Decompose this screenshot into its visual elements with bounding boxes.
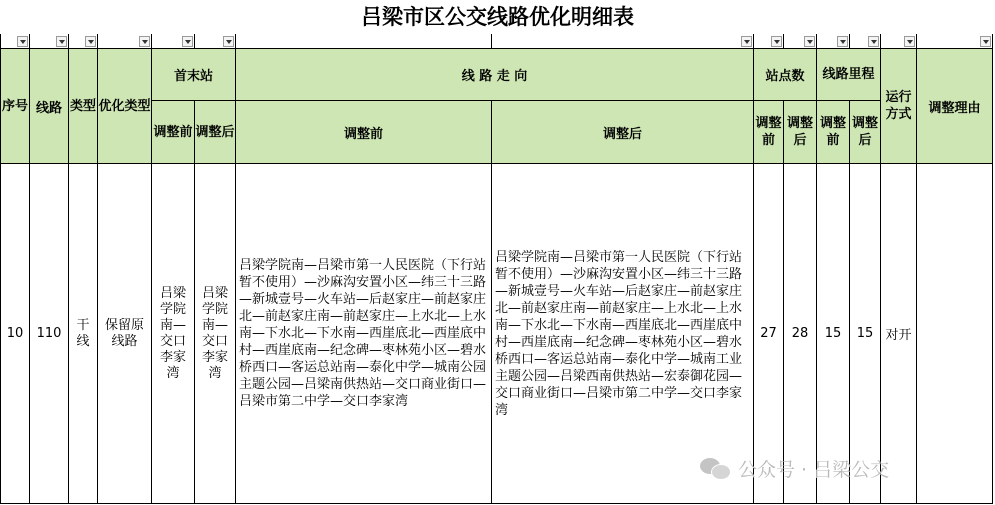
cell-terminal-before: 吕梁学院南—交口李家湾 [152, 164, 195, 504]
header-seq: 序号 [1, 49, 30, 164]
header-stops-before: 调整前 [754, 101, 784, 164]
header-reason: 调整理由 [917, 49, 993, 164]
header-mileage-before: 调整前 [817, 101, 850, 164]
filter-dropdown-icon[interactable] [771, 36, 782, 47]
filter-dropdown-icon[interactable] [980, 36, 991, 47]
header-stops: 站点数 [754, 49, 817, 101]
header-direction: 线 路 走 向 [236, 49, 754, 101]
filter-dropdown-icon[interactable] [85, 36, 96, 47]
header-row-1 [1, 49, 993, 101]
header-terminal-before: 调整前 [152, 101, 195, 164]
route-table [0, 34, 993, 504]
filter-dropdown-icon[interactable] [17, 36, 28, 47]
cell-stops-before: 27 [754, 164, 784, 504]
cell-type: 干线 [69, 164, 98, 504]
header-mileage: 线路里程 [817, 49, 881, 101]
filter-dropdown-icon[interactable] [139, 36, 150, 47]
filter-dropdown-icon[interactable] [868, 36, 879, 47]
cell-mileage-after: 15 [850, 164, 881, 504]
header-route: 线路 [30, 49, 69, 164]
header-direction-after: 调整后 [492, 101, 754, 164]
filter-dropdown-icon[interactable] [904, 36, 915, 47]
watermark-text: 公众号 · 吕梁公交 [738, 458, 890, 481]
filter-dropdown-icon[interactable] [804, 36, 815, 47]
cell-seq: 10 [1, 164, 30, 504]
filter-dropdown-icon[interactable] [837, 36, 848, 47]
cell-route-before: 吕梁学院南—吕梁市第一人民医院（下行站暂不使用）—沙麻沟安置小区—纬三十三路—新城壹号—火车站—后赵家庄—前赵家庄北—前赵家庄南—前赵家庄—上水北—上水南—下水北—下水南—西崖底北—西崖底中村—西崖底南—纪念碑—枣林苑小区—碧水桥西口—客运总站南—泰化中学—城南公园主题公园—吕梁南供热站—交口商业街口—吕梁市第二中学—交口李家湾 [236, 164, 492, 504]
header-terminal: 首末站 [152, 49, 236, 101]
header-terminal-after: 调整后 [195, 101, 236, 164]
filter-dropdown-icon[interactable] [182, 36, 193, 47]
wechat-icon [700, 456, 730, 480]
cell-stops-after: 28 [784, 164, 817, 504]
header-mileage-after: 调整后 [850, 101, 881, 164]
filter-row [1, 34, 993, 49]
cell-operation: 对开 [881, 164, 917, 504]
cell-route-after: 吕梁学院南—吕梁市第一人民医院（下行站暂不使用）—沙麻沟安置小区—纬三十三路—新城壹号—火车站—后赵家庄—前赵家庄北—前赵家庄南—前赵家庄—上水北—上水南—下水北—下水南—西崖底北—西崖底中村—西崖底南—纪念碑—枣林苑小区—碧水桥西口—客运总站南—泰化中学—城南工业主题公园—吕梁西南供热站—宏泰御花园—交口商业街口—吕梁市第二中学—交口李家湾 [492, 164, 754, 504]
cell-route: 110 [30, 164, 69, 504]
filter-dropdown-icon[interactable] [56, 36, 67, 47]
page-title: 吕梁市区公交线路优化明细表 [361, 5, 634, 29]
header-type: 类型 [69, 49, 98, 164]
header-stops-after: 调整后 [784, 101, 817, 164]
watermark [700, 452, 975, 484]
filter-dropdown-icon[interactable] [223, 36, 234, 47]
filter-dropdown-icon[interactable] [741, 36, 752, 47]
cell-mileage-before: 15 [817, 164, 850, 504]
cell-terminal-after: 吕梁学院南—交口李家湾 [195, 164, 236, 504]
cell-opt-type: 保留原线路 [98, 164, 152, 504]
header-operation: 运行方式 [881, 49, 917, 164]
header-direction-before: 调整前 [236, 101, 492, 164]
header-opt-type: 优化类型 [98, 49, 152, 164]
